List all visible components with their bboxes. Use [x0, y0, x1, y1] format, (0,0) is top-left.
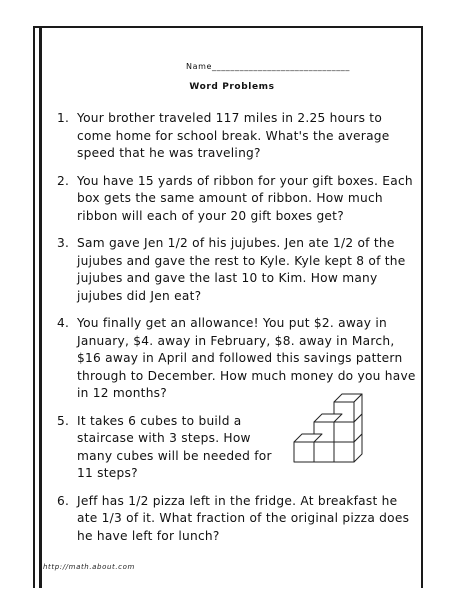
problem-item [57, 173, 417, 226]
problem-list [57, 110, 417, 545]
problem-number: 3. [57, 236, 70, 250]
left-border-outer [33, 26, 35, 588]
problem-number: 4. [57, 316, 70, 330]
problem-text: Your brother traveled 117 miles in 2.25 hours to come home for school break. What's the average speed that he was traveling? [77, 111, 390, 160]
problem-number: 5. [57, 413, 70, 428]
problem-text: Sam gave Jen 1/2 of his jujubes. Jen ate 1/2 of the jujubes and gave the rest to Kyle. Kyle kept 8 of the jujubes and gave the last 10 to Kim. How many jujubes did Jen eat? [77, 236, 406, 303]
right-border [421, 26, 423, 588]
problem-text: Jeff has 1/2 pizza left in the fridge. At breakfast he ate 1/3 of it. What fraction of the original pizza does he have left for lunch? [77, 493, 410, 543]
problem-text: You finally get an allowance! You put $2. away in January, $4. away in February, $8. away in March, $16 away in April and followed this savings pattern through to December. How much money do you have in 12 months? [77, 316, 416, 400]
problem-number: 6. [57, 493, 70, 508]
problem-text: It takes 6 cubes to build a staircase with 3 steps. How many cubes will be needed for 11 steps? [77, 413, 272, 480]
problem-item [57, 493, 417, 546]
staircase-cubes-icon [292, 388, 392, 468]
problem-item [57, 235, 417, 305]
top-border [33, 26, 423, 28]
problem-number: 1. [57, 111, 70, 125]
name-field-label: Name______________________________ [186, 62, 351, 71]
problem-item [57, 110, 417, 163]
page-title: Word Problems [189, 82, 275, 92]
problem-text: You have 15 yards of ribbon for your gift boxes. Each box gets the same amount of ribbon. How much ribbon will each of your 20 gift boxes get? [77, 173, 413, 223]
left-border-inner [39, 26, 42, 588]
source-url: http://math.about.com [43, 563, 135, 571]
problem-number: 2. [57, 173, 70, 188]
